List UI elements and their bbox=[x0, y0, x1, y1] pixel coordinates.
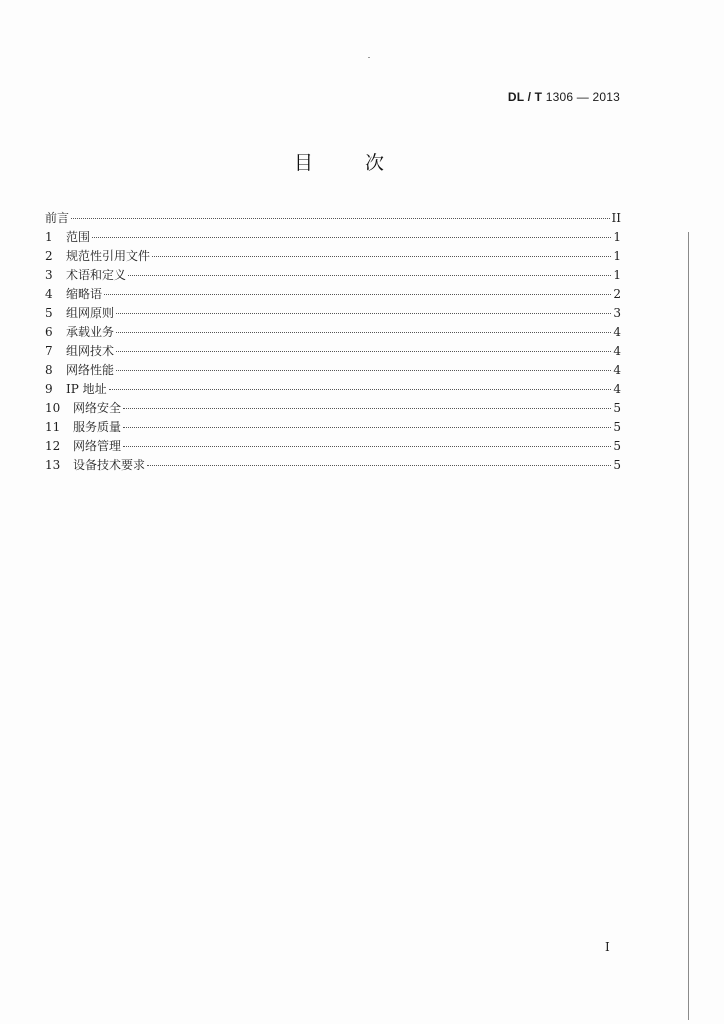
toc-entry-text: 设备技术要求 bbox=[73, 458, 146, 472]
toc-leader-dots bbox=[71, 218, 610, 219]
document-code-prefix: DL / T bbox=[507, 90, 543, 104]
toc-entry-4[interactable] bbox=[45, 285, 621, 304]
toc-entry-number: 10 bbox=[45, 401, 61, 415]
toc-entry-6[interactable] bbox=[45, 323, 621, 342]
toc-entry-12[interactable] bbox=[45, 437, 621, 456]
toc-entry-page: 5 bbox=[613, 401, 621, 415]
toc-entry-text: 前言 bbox=[45, 211, 70, 225]
toc-leader-dots bbox=[123, 446, 611, 447]
document-code bbox=[508, 90, 620, 104]
scan-speck bbox=[368, 57, 370, 58]
toc-entry-number: 6 bbox=[45, 325, 53, 339]
toc-leader-dots bbox=[116, 332, 611, 333]
toc-entry-text: 缩略语 bbox=[66, 287, 103, 301]
page-number: I bbox=[605, 940, 610, 954]
toc-entry-8[interactable] bbox=[45, 361, 621, 380]
toc-leader-dots bbox=[152, 256, 611, 257]
toc-entry-10[interactable] bbox=[45, 399, 621, 418]
toc-entry-number: 12 bbox=[45, 439, 61, 453]
toc-leader-dots bbox=[116, 370, 611, 371]
toc-entry-3[interactable] bbox=[45, 266, 621, 285]
toc-entry-text: 服务质量 bbox=[73, 420, 122, 434]
toc-entry-number: 2 bbox=[45, 249, 53, 263]
toc-leader-dots bbox=[147, 465, 611, 466]
toc-entry-number: 4 bbox=[45, 287, 53, 301]
toc-entry-text: 网络管理 bbox=[73, 439, 122, 453]
toc-leader-dots bbox=[109, 389, 612, 390]
toc-entry-number: 1 bbox=[45, 230, 53, 244]
toc-title-char-1: 目 bbox=[294, 152, 314, 174]
table-of-contents bbox=[45, 209, 621, 475]
toc-entry-7[interactable] bbox=[45, 342, 621, 361]
toc-entry-11[interactable] bbox=[45, 418, 621, 437]
document-code-number: 1306 — 2013 bbox=[542, 90, 620, 104]
toc-entry-13[interactable] bbox=[45, 456, 621, 475]
toc-leader-dots bbox=[123, 427, 611, 428]
toc-entry-page: 2 bbox=[613, 287, 621, 301]
toc-entry-text: 组网原则 bbox=[66, 306, 115, 320]
toc-entry-number: 13 bbox=[45, 458, 61, 472]
toc-leader-dots bbox=[92, 237, 611, 238]
toc-entry-page: 4 bbox=[613, 363, 621, 377]
toc-leader-dots bbox=[116, 351, 611, 352]
toc-leader-dots bbox=[116, 313, 611, 314]
toc-entry-text: 承载业务 bbox=[66, 325, 115, 339]
toc-entry-number: 7 bbox=[45, 344, 53, 358]
toc-entry-number: 11 bbox=[45, 420, 61, 434]
toc-title bbox=[294, 148, 384, 175]
toc-entry-page: 1 bbox=[613, 230, 621, 244]
toc-entry-page: 4 bbox=[613, 344, 621, 358]
toc-leader-dots bbox=[104, 294, 611, 295]
toc-entry-text: 组网技术 bbox=[66, 344, 115, 358]
toc-entry-text: 术语和定义 bbox=[66, 268, 127, 282]
toc-entry-text: 网络安全 bbox=[73, 401, 122, 415]
toc-entry-text: 网络性能 bbox=[66, 363, 115, 377]
toc-entry-text: 范围 bbox=[66, 230, 91, 244]
page-edge-line bbox=[688, 232, 689, 1020]
toc-entry-number: 5 bbox=[45, 306, 53, 320]
toc-entry-number: 8 bbox=[45, 363, 53, 377]
toc-entry-5[interactable] bbox=[45, 304, 621, 323]
toc-entry-page: 4 bbox=[613, 382, 621, 396]
toc-entry-9[interactable] bbox=[45, 380, 621, 399]
toc-entry-page: 5 bbox=[613, 420, 621, 434]
toc-entry-number: 9 bbox=[45, 382, 53, 396]
toc-entry-2[interactable] bbox=[45, 247, 621, 266]
toc-leader-dots bbox=[128, 275, 611, 276]
toc-entry-page: 1 bbox=[613, 249, 621, 263]
toc-entry-page: 5 bbox=[613, 458, 621, 472]
toc-title-char-2: 次 bbox=[364, 152, 384, 174]
toc-entry-page: 4 bbox=[613, 325, 621, 339]
toc-entry-1[interactable] bbox=[45, 228, 621, 247]
toc-entry-foreword[interactable] bbox=[45, 209, 621, 228]
toc-entry-text: 规范性引用文件 bbox=[66, 249, 151, 263]
toc-entry-page: 3 bbox=[613, 306, 621, 320]
toc-entry-page: 1 bbox=[613, 268, 621, 282]
toc-entry-text: IP 地址 bbox=[66, 382, 107, 396]
toc-entry-number: 3 bbox=[45, 268, 53, 282]
toc-entry-page: 5 bbox=[613, 439, 621, 453]
toc-leader-dots bbox=[123, 408, 611, 409]
toc-entry-page: II bbox=[611, 211, 621, 225]
